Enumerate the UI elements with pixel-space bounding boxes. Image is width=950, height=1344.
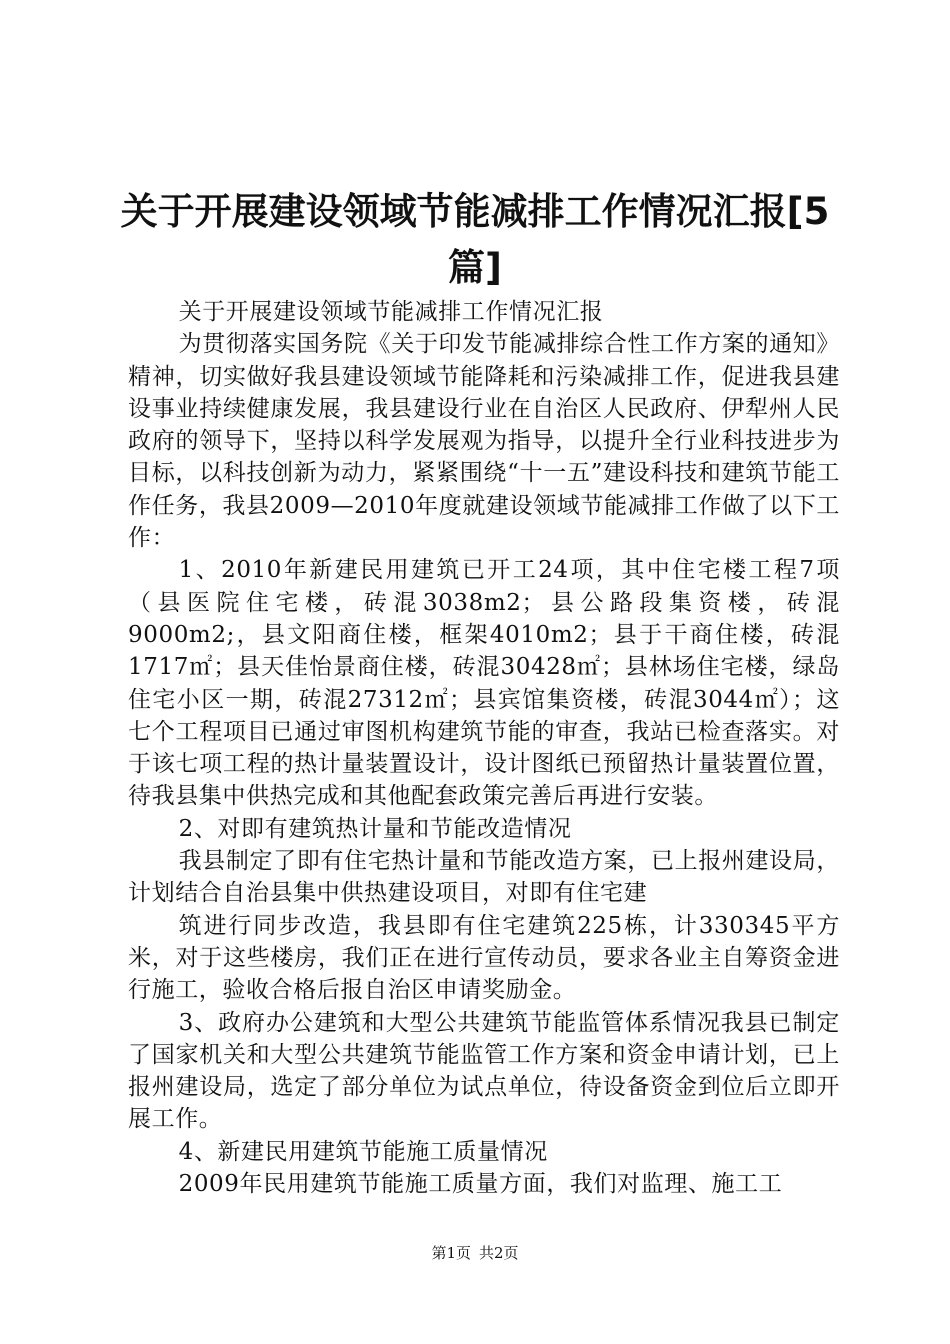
page-number: 第1页: [431, 1244, 471, 1262]
paragraph-item-2a: 我县制定了即有住宅热计量和节能改造方案，已上报州建设局，计划结合自治县集中供热建设项目，对即有住宅建: [128, 848, 840, 907]
paragraph-item-2b: 筑进行同步改造，我县即有住宅建筑225栋，计330345平方米，对于这些楼房，我们正在进行宣传动员，要求各业主自筹资金进行施工，验收合格后报自治区申请奖励金。: [128, 912, 840, 1004]
paragraph-heading-2: 2、对即有建筑热计量和节能改造情况: [178, 815, 572, 842]
paragraph-item-1: 1、2010年新建民用建筑已开工24项，其中住宅楼工程7项（县医院住宅楼，砖混3038m2；县公路段集资楼，砖混9000m2;，县文阳商住楼，框架4010m2；县于干商住楼，砖混1717㎡；县天佳怡景商住楼，砖混30428㎡；县林场住宅楼，绿岛住宅小区一期，砖混27312㎡；县宾馆集资楼，砖混3044㎡）；这七个工程项目已通过审图机构建筑节能的审查，我站已检查落实。对于该七项工程的热计量装置设计，设计图纸已预留热计量装置位置，待我县集中供热完成和其他配套政策完善后再进行安装。: [128, 557, 840, 810]
paragraph-item-4: 2009年民用建筑节能施工质量方面，我们对监理、施工工: [178, 1171, 783, 1198]
page-total: 共2页: [479, 1244, 519, 1262]
paragraph-item-3: 3、政府办公建筑和大型公共建筑节能监管体系情况我县已制定了国家机关和大型公共建筑节能监管工作方案和资金申请计划，已上报州建设局，选定了部分单位为试点单位，待设备资金到位后立即开展工作。: [128, 1009, 840, 1133]
page-footer: [0, 1243, 950, 1263]
paragraph-subtitle: 关于开展建设领域节能减排工作情况汇报: [178, 299, 604, 325]
document-body: [128, 296, 840, 1200]
paragraph-heading-4: 4、新建民用建筑节能施工质量情况: [178, 1138, 548, 1165]
document-title: 关于开展建设领域节能减排工作情况汇报[5篇]: [120, 190, 830, 289]
paragraph-intro: 为贯彻落实国务院《关于印发节能减排综合性工作方案的通知》精神，切实做好我县建设领域节能降耗和污染减排工作，促进我县建设事业持续健康发展，我县建设行业在自治区人民政府、伊犁州人民政府的领导下，坚持以科学发展观为指导，以提升全行业科技进步为目标，以科技创新为动力，紧紧围绕“十一五”建设科技和建筑节能工作任务，我县2009—2010年度就建设领域节能减排工作做了以下工作：: [128, 331, 840, 552]
